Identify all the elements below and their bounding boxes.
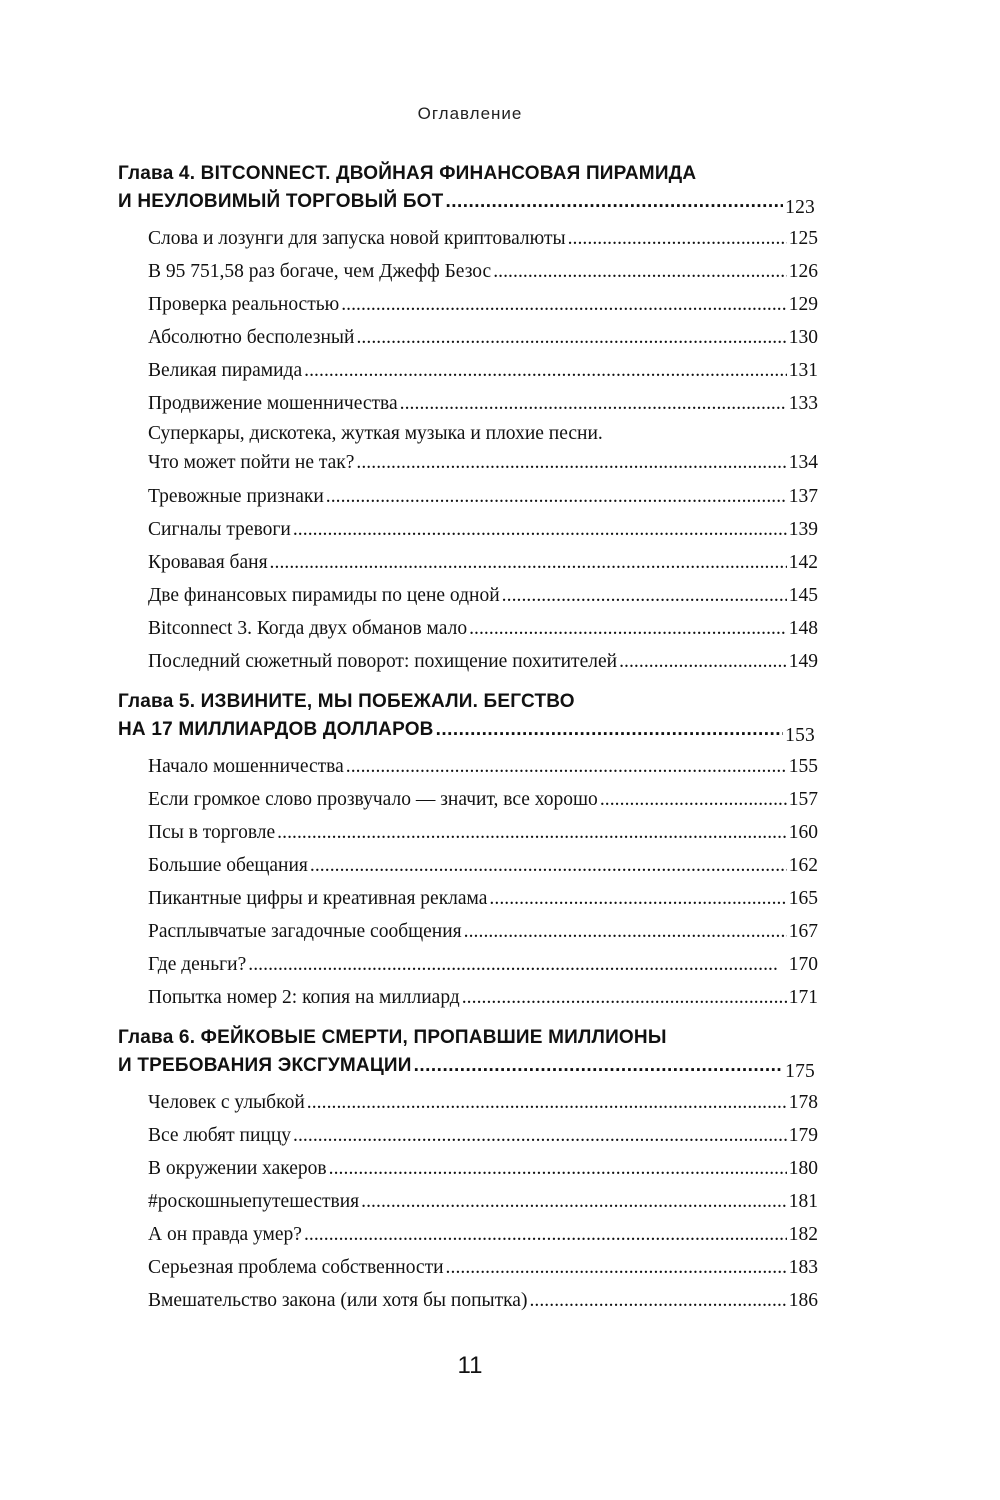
dot-leader [489, 882, 786, 915]
dot-leader [400, 387, 787, 420]
toc-entry-title: Слова и лозунги для запуска новой криптовалюты [148, 228, 566, 249]
toc-entry-title: Попытка номер 2: копия на миллиард [148, 987, 460, 1008]
toc-entry[interactable] [148, 546, 818, 579]
toc-entry[interactable] [148, 783, 818, 816]
toc-entry[interactable] [148, 321, 818, 354]
dot-leader [293, 1119, 787, 1152]
toc-entry[interactable] [148, 882, 818, 915]
dot-leader [529, 1284, 786, 1317]
toc-entry-page: 133 [788, 393, 818, 414]
dot-leader [329, 1152, 787, 1185]
chapter-6-heading[interactable] [118, 1024, 818, 1080]
toc-entry-page: 126 [788, 261, 818, 282]
toc-entry-page: 171 [788, 987, 818, 1008]
chapter-page-number: 175 [785, 1061, 815, 1082]
toc-entry-title: Пикантные цифры и креативная реклама [148, 888, 488, 909]
chapter-title-line2: И НЕУЛОВИМЫЙ ТОРГОВЫЙ БОТ [118, 191, 444, 212]
toc-entry-title: Псы в торговле [148, 822, 276, 843]
toc-entry[interactable] [148, 1218, 818, 1251]
toc-entry-page: 148 [788, 618, 818, 639]
toc-entry[interactable] [148, 1119, 818, 1152]
toc-entry[interactable] [148, 849, 818, 882]
toc-entry[interactable] [148, 948, 818, 981]
running-head: Оглавление [417, 104, 523, 123]
dot-leader [310, 849, 787, 882]
dot-leader [469, 612, 787, 645]
dot-leader [277, 816, 787, 849]
chapter-title-line1: Глава 5. ИЗВИНИТЕ, МЫ ПОБЕЖАЛИ. БЕГСТВО [118, 691, 575, 712]
toc-entry-title: Что может пойти не так? [148, 452, 355, 473]
toc-entry-title: Человек с улыбкой [148, 1092, 305, 1113]
dot-leader [600, 783, 787, 816]
toc-entry-page: 155 [788, 756, 818, 777]
toc-entry-title: Тревожные признаки [148, 486, 324, 507]
dot-leader [346, 750, 787, 783]
dot-leader [619, 645, 787, 678]
toc-entry-page: 134 [788, 452, 818, 473]
toc-entry[interactable] [148, 1251, 818, 1284]
toc-entry-page: 160 [788, 822, 818, 843]
toc-entry-title: Вмешательство закона (или хотя бы попытка) [148, 1290, 528, 1311]
dot-leader [356, 321, 786, 354]
dot-leader [445, 188, 783, 216]
toc-entry-title: Все любят пиццу [148, 1125, 292, 1146]
toc-entry-page: 181 [788, 1191, 818, 1212]
toc-entry-page: 170 [788, 954, 818, 975]
toc-entry[interactable] [148, 612, 818, 645]
table-of-contents [118, 160, 818, 1317]
dot-leader [356, 448, 786, 478]
toc-entry[interactable] [148, 1086, 818, 1119]
dot-leader [568, 222, 787, 255]
toc-entry[interactable] [148, 1284, 818, 1317]
toc-entry-page: 137 [788, 486, 818, 507]
toc-entry-page: 149 [788, 651, 818, 672]
toc-entry-page: 142 [788, 552, 818, 573]
toc-entry-title: Начало мошенничества [148, 756, 344, 777]
chapter-page-number: 153 [785, 725, 815, 746]
chapter-5-heading[interactable] [118, 688, 818, 744]
toc-entry-title: Серьезная проблема собственности [148, 1257, 444, 1278]
toc-entry[interactable] [148, 354, 818, 387]
dot-leader [270, 546, 787, 579]
dot-leader [293, 513, 787, 546]
toc-entry-page: 182 [788, 1224, 818, 1245]
toc-entry-page: 131 [788, 360, 818, 381]
toc-entry-page: 178 [788, 1092, 818, 1113]
toc-entry-title: Большие обещания [148, 855, 308, 876]
toc-entry-title: Если громкое слово прозвучало — значит, все хорошо [148, 789, 598, 810]
toc-entry-page: 130 [788, 327, 818, 348]
dot-leader [436, 716, 784, 744]
toc-entry-title: А он правда умер? [148, 1224, 302, 1245]
toc-entry-page: 139 [788, 519, 818, 540]
toc-entry[interactable] [148, 915, 818, 948]
chapter-title-line1: Глава 4. BITCONNECT. ДВОЙНАЯ ФИНАНСОВАЯ ПИРАМИДА [118, 163, 697, 184]
toc-entry[interactable] [148, 255, 818, 288]
toc-entry-page: 183 [788, 1257, 818, 1278]
dot-leader [493, 255, 787, 288]
toc-entry[interactable] [148, 420, 818, 480]
dot-leader [414, 1052, 783, 1080]
dot-leader [248, 948, 786, 981]
dot-leader [361, 1185, 787, 1218]
toc-entry[interactable] [148, 981, 818, 1014]
toc-entry-page: 186 [788, 1290, 818, 1311]
toc-entry[interactable] [148, 222, 818, 255]
toc-entry-title: Где деньги? [148, 954, 247, 975]
toc-entry[interactable] [148, 645, 818, 678]
dot-leader [304, 1218, 787, 1251]
dot-leader [304, 354, 787, 387]
toc-entry-page: 165 [788, 888, 818, 909]
toc-entry-page: 125 [788, 228, 818, 249]
dot-leader [307, 1086, 787, 1119]
chapter-page-number: 123 [785, 197, 815, 218]
toc-entry-page: 162 [788, 855, 818, 876]
toc-entry-title: Две финансовых пирамиды по цене одной [148, 585, 500, 606]
toc-entry-title: В 95 751,58 раз богаче, чем Джефф Безос [148, 261, 492, 282]
toc-entry-title: В окружении хакеров [148, 1158, 327, 1179]
chapter-4-heading[interactable] [118, 160, 818, 216]
toc-entry[interactable] [148, 750, 818, 783]
toc-entry-page: 180 [788, 1158, 818, 1179]
toc-entry-page: 129 [788, 294, 818, 315]
toc-entry-page: 145 [788, 585, 818, 606]
toc-entry-title: Великая пирамида [148, 360, 303, 381]
toc-entry[interactable] [148, 1185, 818, 1218]
toc-entry-page: 167 [788, 921, 818, 942]
toc-entry[interactable] [148, 513, 818, 546]
dot-leader [326, 480, 787, 513]
toc-entry-title: Кровавая баня [148, 552, 268, 573]
chapter-title-line2: И ТРЕБОВАНИЯ ЭКСГУМАЦИИ [118, 1055, 412, 1076]
toc-entry-title: Продвижение мошенничества [148, 393, 398, 414]
dot-leader [341, 288, 787, 321]
toc-entry[interactable] [148, 480, 818, 513]
toc-entry-title: Абсолютно бесполезный [148, 327, 355, 348]
toc-entry-title: Расплывчатые загадочные сообщения [148, 921, 462, 942]
dot-leader [502, 579, 787, 612]
toc-entry-title: Последний сюжетный поворот: похищение похитителей [148, 651, 618, 672]
toc-entry[interactable] [148, 579, 818, 612]
chapter-title-line2: НА 17 МИЛЛИАРДОВ ДОЛЛАРОВ [118, 719, 434, 740]
toc-entry[interactable] [148, 387, 818, 420]
chapter-title-line1: Глава 6. ФЕЙКОВЫЕ СМЕРТИ, ПРОПАВШИЕ МИЛЛИОНЫ [118, 1027, 667, 1048]
toc-entry-title: Сигналы тревоги [148, 519, 291, 540]
toc-entry[interactable] [148, 288, 818, 321]
toc-entry-title: #роскошныепутешествия [148, 1191, 360, 1212]
toc-entry-page: 179 [788, 1125, 818, 1146]
dot-leader [462, 981, 787, 1014]
page-number: 11 [457, 1352, 483, 1379]
toc-entry-title-line1: Суперкары, дискотека, жуткая музыка и плохие песни. [148, 423, 603, 444]
toc-entry-title: Bitconnect 3. Когда двух обманов мало [148, 618, 468, 639]
toc-entry[interactable] [148, 816, 818, 849]
dot-leader [464, 915, 787, 948]
dot-leader [446, 1251, 787, 1284]
toc-entry-title: Проверка реальностью [148, 294, 340, 315]
toc-entry-page: 157 [788, 789, 818, 810]
toc-entry[interactable] [148, 1152, 818, 1185]
